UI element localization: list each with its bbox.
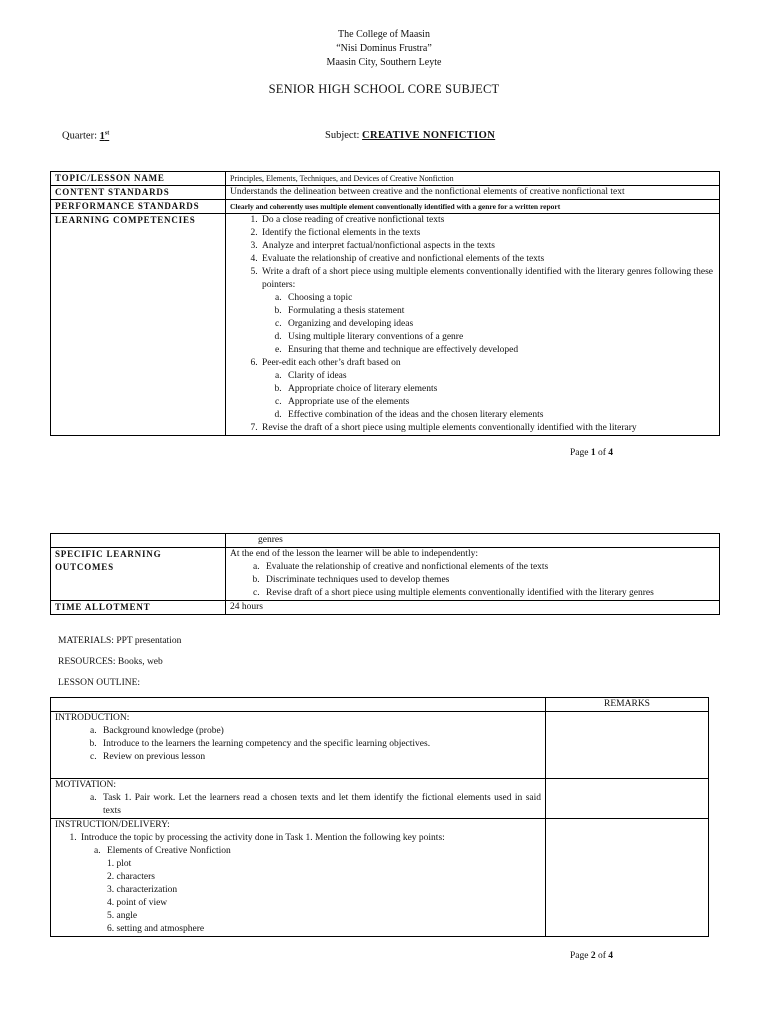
section-title: INSTRUCTION/DELIVERY: <box>55 820 170 830</box>
list-item: b. Appropriate choice of literary elements <box>284 383 715 396</box>
list-item: 7. Revise the draft of a short piece using multiple elements conventionally identified with the literary <box>260 422 715 435</box>
list-item: 1. Do a close reading of creative nonfictional texts <box>260 214 715 227</box>
table-row <box>51 601 720 615</box>
list-item: 2. Identify the fictional elements in the texts <box>260 227 715 240</box>
table-row <box>51 172 720 186</box>
college-location: Maasin City, Southern Leyte <box>326 57 442 68</box>
page-number: Page 1 of 4 <box>570 448 614 458</box>
college-name: The College of Maasin <box>338 29 430 40</box>
list-item: 3. Analyze and interpret factual/nonfictional aspects in the texts <box>260 240 715 253</box>
list-item: a. Choosing a topic <box>284 292 715 305</box>
list-item: 5. angle <box>107 911 138 921</box>
list-item: 1. plot <box>107 859 132 869</box>
table-row <box>51 548 720 601</box>
elements-list <box>107 858 541 936</box>
remarks-cell <box>546 712 709 779</box>
content-standards-label: CONTENT STANDARDS <box>51 186 226 200</box>
quarter-field <box>62 130 109 142</box>
table-row <box>51 712 709 779</box>
list-item: 6. setting and atmosphere <box>107 924 205 934</box>
list-item: e. Ensuring that theme and technique are effectively developed <box>284 344 715 357</box>
list-item: 4. point of view <box>107 898 168 908</box>
list-item: b. Discriminate techniques used to develop themes <box>262 574 715 587</box>
list-item: d. Effective combination of the ideas and the chosen literary elements <box>284 409 715 422</box>
topic-label: TOPIC/LESSON NAME <box>51 172 226 186</box>
list-item: 2. characters <box>107 872 155 882</box>
lesson-info-table <box>50 171 720 436</box>
table-row <box>51 214 720 436</box>
outcomes-list: At the end of the lesson the learner will be able to independently: a. Evaluate the relationship of creative and nonfictional elements of the texts b. Discriminate techniques used to develop themes c. Revise draft of a short piece using multiple elements conventionally identified with the literary genres <box>226 548 720 601</box>
section-title: MOTIVATION: <box>55 780 117 790</box>
continued-text: genres <box>226 534 720 548</box>
empty-cell <box>51 534 226 548</box>
quarter-label: Quarter: <box>62 130 100 142</box>
list-item: c. Revise draft of a short piece using multiple elements conventionally identified with the literary genres <box>262 587 715 600</box>
table-row <box>51 200 720 214</box>
list-item: a. Task 1. Pair work. Let the learners read a chosen texts and let them identify the fictional elements used in said texts <box>99 792 541 818</box>
topic-value: Principles, Elements, Techniques, and Devices of Creative Nonfiction <box>226 172 720 186</box>
table-row <box>51 186 720 200</box>
outcomes-label: SPECIFIC LEARNING OUTCOMES <box>51 548 226 601</box>
content-standards-value: Understands the delineation between creative and the nonfictional elements of creative nonfictional text <box>226 186 720 200</box>
subject-label: Subject: <box>325 130 363 141</box>
table-row <box>51 534 720 548</box>
subject-value: CREATIVE NONFICTION <box>362 130 496 141</box>
table-row <box>51 819 709 937</box>
page-number: Page 2 of 4 <box>570 951 614 961</box>
list-item: 6. Peer-edit each other’s draft based on a. Clarity of ideas b. Appropriate choice of literary elements c. Appropriate use of the elements d. Effective combination of the ideas and the chosen literary elements <box>260 357 715 422</box>
document-header <box>0 28 768 70</box>
introduction-section <box>51 712 546 779</box>
remarks-cell <box>546 819 709 937</box>
list-item: 4. Evaluate the relationship of creative and nonfictional elements of the texts <box>260 253 715 266</box>
list-item: a. Evaluate the relationship of creative and nonfictional elements of the texts <box>262 561 715 574</box>
performance-standards-label: PERFORMANCE STANDARDS <box>51 200 226 214</box>
list-item: a. Clarity of ideas <box>284 370 715 383</box>
list-item: d. Using multiple literary conventions of a genre <box>284 331 715 344</box>
table-row <box>51 779 709 819</box>
time-allotment-value: 24 hours <box>226 601 720 615</box>
empty-cell <box>51 698 546 712</box>
subject-field <box>325 130 495 141</box>
performance-standards-value: Clearly and coherently uses multiple element conventionally identified with a genre for a written report <box>226 200 720 214</box>
quarter-value: 1st <box>99 130 110 142</box>
core-subject-title: SENIOR HIGH SCHOOL CORE SUBJECT <box>268 82 500 96</box>
remarks-header: REMARKS <box>546 698 709 712</box>
list-item: c. Appropriate use of the elements <box>284 396 715 409</box>
materials-line: MATERIALS: PPT presentation <box>58 636 182 646</box>
learning-competencies-label: LEARNING COMPETENCIES <box>51 214 226 436</box>
section-title: INTRODUCTION: <box>55 713 130 723</box>
lesson-outline-table <box>50 697 709 937</box>
motivation-section <box>51 779 546 819</box>
list-item: 1. Introduce the topic by processing the activity done in Task 1. Mention the following key points: a. Elements of Creative Nonfiction 1. plot 2. characters 3. characterization 4. point of view 5. angle 6. setting and atmosphere <box>79 832 541 936</box>
outcomes-table <box>50 533 720 615</box>
instruction-section <box>51 819 546 937</box>
remarks-cell <box>546 779 709 819</box>
list-item: c. Organizing and developing ideas <box>284 318 715 331</box>
learning-competencies-list <box>226 214 720 436</box>
lesson-outline-label: LESSON OUTLINE: <box>58 678 141 688</box>
list-item: 5. Write a draft of a short piece using multiple elements conventionally identified with the literary genres following these pointers: a. Choosing a topic b. Formulating a thesis statement c. Organizing and developing ideas d. Using multiple literary conventions of a genre e. Ensuring that theme and technique are effectively developed <box>260 266 715 357</box>
list-item: a. Background knowledge (probe) <box>99 725 541 738</box>
list-item: b. Introduce to the learners the learning competency and the specific learning objectives. <box>99 738 541 751</box>
list-item: a. Elements of Creative Nonfiction 1. plot 2. characters 3. characterization 4. point of view 5. angle 6. setting and atmosphere <box>103 845 541 936</box>
time-allotment-label: TIME ALLOTMENT <box>51 601 226 615</box>
table-row <box>51 698 709 712</box>
list-item: c. Review on previous lesson <box>99 751 541 764</box>
resources-line: RESOURCES: Books, web <box>58 657 163 667</box>
college-motto: “Nisi Dominus Frustra” <box>336 43 432 54</box>
list-item: b. Formulating a thesis statement <box>284 305 715 318</box>
list-item: 3. characterization <box>107 885 178 895</box>
